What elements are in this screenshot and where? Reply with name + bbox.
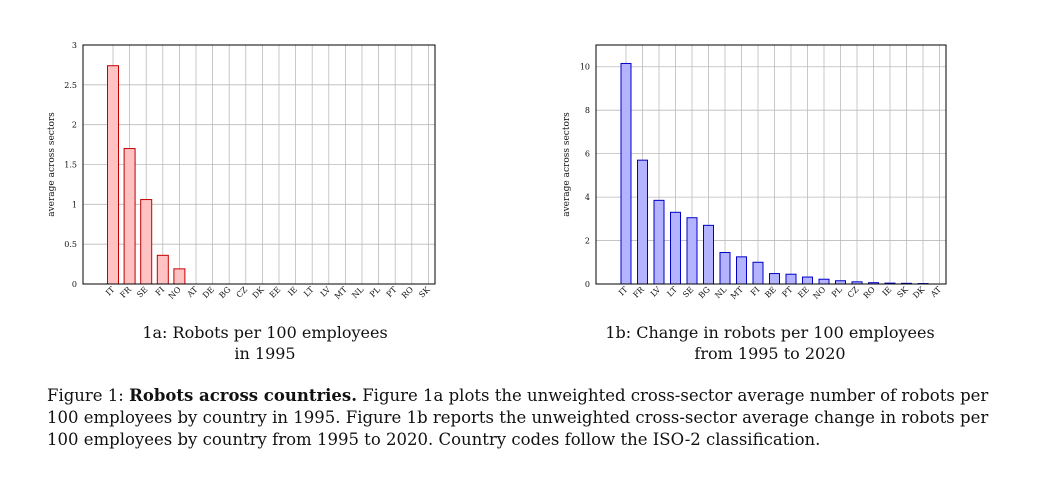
chart0-xtick-label: IE <box>286 285 300 298</box>
chart1-ytick-label: 2 <box>584 236 590 246</box>
subcaption-1a-line2: in 1995 <box>234 344 296 363</box>
chart0-xtick-label: NO <box>166 285 183 302</box>
chart1-bar <box>819 279 829 284</box>
figure-caption <box>47 385 997 451</box>
chart0-xtick-label: PT <box>384 285 399 299</box>
chart0-ylabel: average across sectors <box>47 112 57 217</box>
chart1-ytick-label: 4 <box>584 193 590 203</box>
chart0-xtick-label: DE <box>200 285 217 301</box>
chart1-bar <box>803 277 813 284</box>
chart0-bar <box>174 269 185 284</box>
subcaption-1b-line2: from 1995 to 2020 <box>694 344 846 363</box>
chart1-xtick-label: FR <box>631 285 646 300</box>
chart1-xtick-label: NO <box>811 285 828 302</box>
figure-caption-bold: Robots across countries. <box>129 386 357 405</box>
chart1-ytick-label: 8 <box>584 106 590 116</box>
chart1-xtick-label: LT <box>665 285 679 299</box>
chart1-bar <box>720 252 730 284</box>
chart1-xtick-label: IE <box>880 285 894 298</box>
chart0-bar <box>141 200 152 284</box>
chart1-ytick-label: 0 <box>584 280 590 289</box>
subcaption-1b <box>585 322 955 364</box>
chart1-bar <box>737 257 747 284</box>
chart1-bar <box>671 212 681 284</box>
chart1-bar <box>704 225 714 284</box>
chart1-ytick-label: 10 <box>579 62 590 72</box>
subcaption-1a <box>120 322 410 364</box>
chart1-xtick-label: MT <box>728 285 745 301</box>
chart0-ytick-label: 1 <box>71 200 77 210</box>
chart0-xtick-label: SE <box>135 285 150 300</box>
chart1-xtick-label: LV <box>648 285 663 299</box>
subcaption-1b-label: 1b: <box>605 323 632 342</box>
chart0-ytick-label: 3 <box>71 41 77 50</box>
subcaption-1a-line1: Robots per 100 employees <box>172 323 388 342</box>
chart1-xtick-label: IT <box>617 285 630 298</box>
chart0-bar <box>108 66 119 284</box>
chart1-xtick-label: EE <box>796 285 811 300</box>
chart1-xtick-label: SE <box>681 285 696 300</box>
figure-caption-text: Figure 1a plots the unweighted cross-sector average number of robots per 100 employees by country in 1995. Figure 1b reports the unweighted cross-sector average change in robots per 100 employees by country from 1995 to 2020. Country codes follow the ISO-2 classification. <box>47 386 989 449</box>
chart0-xtick-label: BG <box>217 285 233 301</box>
chart1-ylabel: average across sectors <box>562 112 572 217</box>
chart1-xtick-label: DK <box>911 285 927 301</box>
chart0-xtick-label: LT <box>302 285 316 299</box>
chart1-xtick-label: AT <box>928 285 943 299</box>
chart1-bar <box>770 274 780 284</box>
chart1-xtick-label: CZ <box>845 285 861 300</box>
chart1-xtick-label: RO <box>861 285 877 301</box>
chart0-ytick-label: 0.5 <box>64 240 77 250</box>
chart1-bar <box>654 200 664 284</box>
chart1-xtick-label: BE <box>763 285 778 300</box>
chart1-bar <box>621 63 631 284</box>
chart0-xtick-label: DK <box>250 285 266 301</box>
chart0-xtick-label: LV <box>318 285 333 299</box>
chart0-bar <box>124 149 135 284</box>
chart0-xtick-label: CZ <box>234 285 250 300</box>
chart1-bar <box>638 160 648 284</box>
subcaption-1b-line1: Change in robots per 100 employees <box>636 323 935 342</box>
chart1-xtick-label: SK <box>895 285 910 300</box>
subcaption-1a-label: 1a: <box>142 323 168 342</box>
chart0-xtick-label: SK <box>417 285 432 300</box>
chart0-xtick-label: EE <box>267 285 283 300</box>
chart1-bar <box>786 274 796 284</box>
chart0-xtick-label: MT <box>332 285 349 301</box>
chart1-xtick-label: BG <box>696 285 712 301</box>
chart0-xtick-label: PL <box>368 285 383 299</box>
chart1-bar <box>687 218 697 284</box>
chart0-xtick-label: NL <box>350 285 366 301</box>
chart0-ytick-label: 0 <box>71 280 77 289</box>
chart0-ytick-label: 2.5 <box>64 80 77 90</box>
chart1-xtick-label: NL <box>713 285 729 301</box>
figure-caption-label: Figure 1: <box>47 386 124 405</box>
chart1-ytick-label: 6 <box>584 149 590 159</box>
chart0-bar <box>157 255 168 284</box>
chart1-xtick-label: FI <box>748 285 762 298</box>
chart0-xtick-label: FR <box>118 285 134 300</box>
chart1-bar <box>753 262 763 284</box>
chart0-xtick-label: IT <box>104 285 117 298</box>
chart1-xtick-label: PT <box>780 285 795 299</box>
chart0-xtick-label: RO <box>399 285 416 301</box>
chart1-axes-frame <box>596 45 946 284</box>
chart0-ytick-label: 1.5 <box>64 160 77 170</box>
chart0-xtick-label: AT <box>185 285 200 299</box>
chart0-xtick-label: FI <box>153 285 167 298</box>
chart0-ytick-label: 2 <box>71 120 77 130</box>
chart1-xtick-label: PL <box>829 285 844 299</box>
